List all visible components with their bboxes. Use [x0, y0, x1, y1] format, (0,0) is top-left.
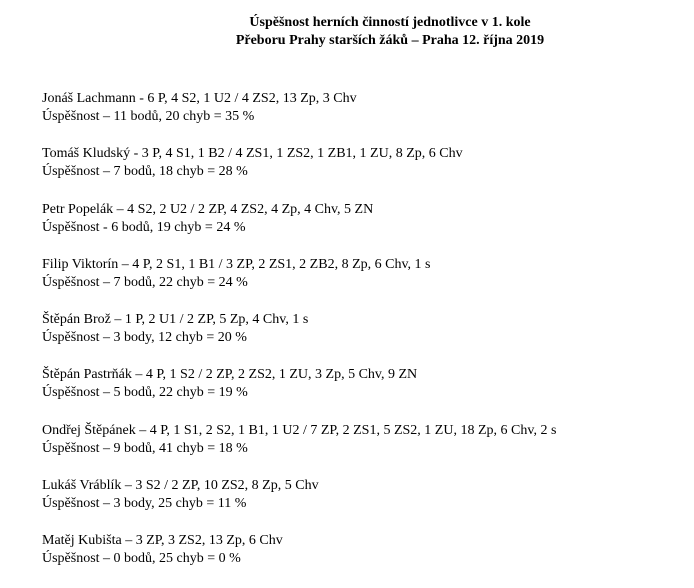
player-entry	[42, 422, 682, 458]
player-stats-line: Lukáš Vráblík – 3 S2 / 2 ZP, 10 ZS2, 8 Zp, 5 Chv	[42, 478, 319, 494]
document-title	[0, 14, 694, 50]
player-success-line: Úspěšnost – 0 bodů, 25 chyb = 0 %	[42, 551, 241, 567]
player-entry	[42, 201, 682, 237]
player-entry	[42, 477, 682, 513]
player-success-line: Úspěšnost – 7 bodů, 22 chyb = 24 %	[42, 274, 248, 290]
player-stats-line: Tomáš Kludský - 3 P, 4 S1, 1 B2 / 4 ZS1, 1 ZS2, 1 ZB1, 1 ZU, 8 Zp, 6 Chv	[42, 146, 463, 162]
player-entry	[42, 311, 682, 347]
player-success-line: Úspěšnost – 9 bodů, 41 chyb = 18 %	[42, 440, 248, 456]
player-entry	[42, 532, 682, 568]
player-stats-line: Ondřej Štěpánek – 4 P, 1 S1, 2 S2, 1 B1, 1 U2 / 7 ZP, 2 ZS1, 5 ZS2, 1 ZU, 18 Zp, 6 Chv, 2 s	[42, 422, 557, 438]
player-success-line: Úspěšnost – 3 body, 25 chyb = 11 %	[42, 496, 247, 512]
player-stats-line: Štěpán Brož – 1 P, 2 U1 / 2 ZP, 5 Zp, 4 Chv, 1 s	[42, 312, 309, 328]
player-success-line: Úspěšnost – 3 body, 12 chyb = 20 %	[42, 330, 247, 346]
player-success-line: Úspěšnost – 5 bodů, 22 chyb = 19 %	[42, 385, 248, 401]
title-line-1: Úspěšnost herních činností jednotlivce v 1. kole	[249, 15, 531, 30]
player-success-line: Úspěšnost - 6 bodů, 19 chyb = 24 %	[42, 219, 246, 235]
player-stats-line: Petr Popelák – 4 S2, 2 U2 / 2 ZP, 4 ZS2, 4 Zp, 4 Chv, 5 ZN	[42, 201, 374, 217]
player-stats-line: Jonáš Lachmann - 6 P, 4 S2, 1 U2 / 4 ZS2, 13 Zp, 3 Chv	[42, 91, 357, 106]
player-stats-line: Štěpán Pastrňák – 4 P, 1 S2 / 2 ZP, 2 ZS2, 1 ZU, 3 Zp, 5 Chv, 9 ZN	[42, 367, 418, 383]
player-success-line: Úspěšnost – 11 bodů, 20 chyb = 35 %	[42, 109, 255, 124]
player-entry	[42, 256, 682, 292]
player-success-line: Úspěšnost – 7 bodů, 18 chyb = 28 %	[42, 164, 248, 180]
player-stats-line: Matěj Kubišta – 3 ZP, 3 ZS2, 13 Zp, 6 Chv	[42, 533, 283, 549]
player-stats-line: Filip Viktorín – 4 P, 2 S1, 1 B1 / 3 ZP, 2 ZS1, 2 ZB2, 8 Zp, 6 Chv, 1 s	[42, 256, 431, 272]
player-entry	[42, 366, 682, 402]
title-line-2: Přeboru Prahy starších žáků – Praha 12. října 2019	[235, 33, 545, 48]
player-list	[42, 90, 682, 588]
player-entry	[42, 145, 682, 181]
player-entry	[42, 90, 682, 126]
